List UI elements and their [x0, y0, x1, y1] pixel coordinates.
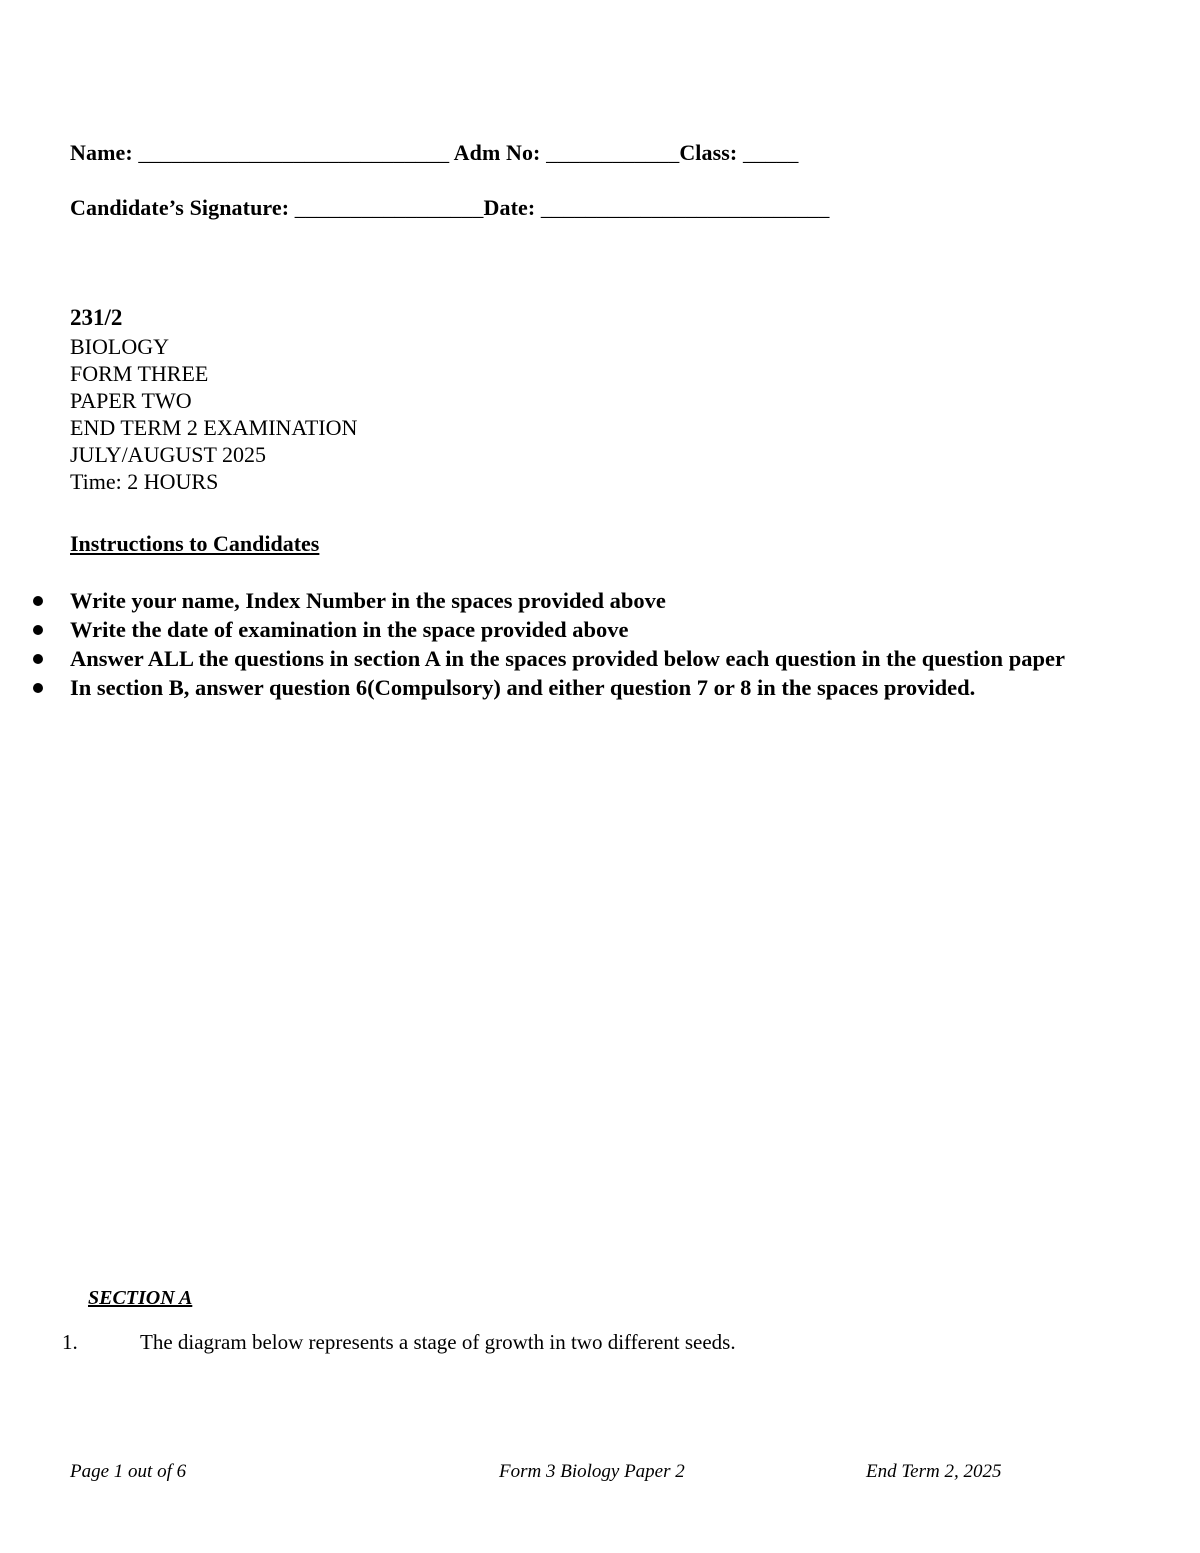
exam-period-line: JULY/AUGUST 2025 — [70, 442, 267, 467]
paper-code: 231/2 — [70, 305, 123, 330]
list-item — [0, 673, 1100, 702]
instructions-title: Instructions to Candidates — [70, 531, 320, 556]
instruction-text: Write the date of examination in the space provided above — [70, 617, 629, 642]
name-blank[interactable]: ____________________________ — [138, 140, 450, 165]
bullet-icon — [33, 654, 43, 664]
bullet-icon — [33, 596, 43, 606]
date-blank[interactable]: __________________________ — [540, 195, 830, 220]
name-label: Name: — [70, 140, 133, 165]
list-item — [0, 644, 1100, 673]
bullet-icon — [33, 683, 43, 693]
instruction-text: Write your name, Index Number in the spaces provided above — [70, 588, 666, 613]
instruction-text: In section B, answer question 6(Compulsory) and either question 7 or 8 in the spaces provided. — [70, 675, 976, 700]
footer-subject: Form 3 Biology Paper 2 — [499, 1461, 685, 1482]
section-a-title: SECTION A — [88, 1287, 193, 1309]
time-line: Time: 2 HOURS — [70, 469, 219, 494]
bullet-icon — [33, 625, 43, 635]
signature-label: Candidate’s Signature: — [70, 195, 290, 220]
instruction-text: Answer ALL the questions in section A in the spaces provided below each question in the question paper — [70, 646, 1065, 671]
paper-details — [70, 333, 357, 495]
class-label: Class: — [679, 140, 738, 165]
adm-no-blank[interactable]: ____________ — [546, 140, 680, 165]
list-item — [0, 615, 1100, 644]
exam-name-line: END TERM 2 EXAMINATION — [70, 415, 358, 440]
signature-blank[interactable]: _________________ — [294, 195, 484, 220]
name-field-row — [70, 140, 798, 166]
question-number: 1. — [62, 1330, 78, 1354]
subject-line: BIOLOGY — [70, 334, 169, 359]
form-line: FORM THREE — [70, 361, 209, 386]
list-item — [0, 586, 1100, 615]
paper-number-line: PAPER TWO — [70, 388, 192, 413]
instructions-list — [0, 586, 1200, 702]
class-blank[interactable]: _____ — [742, 140, 799, 165]
question-text: The diagram below represents a stage of growth in two different seeds. — [140, 1330, 736, 1354]
date-label: Date: — [483, 195, 536, 220]
footer-term: End Term 2, 2025 — [866, 1461, 1002, 1482]
signature-field-row — [70, 195, 830, 221]
adm-no-label: Adm No: — [453, 140, 541, 165]
footer-page-number: Page 1 out of 6 — [70, 1461, 187, 1482]
